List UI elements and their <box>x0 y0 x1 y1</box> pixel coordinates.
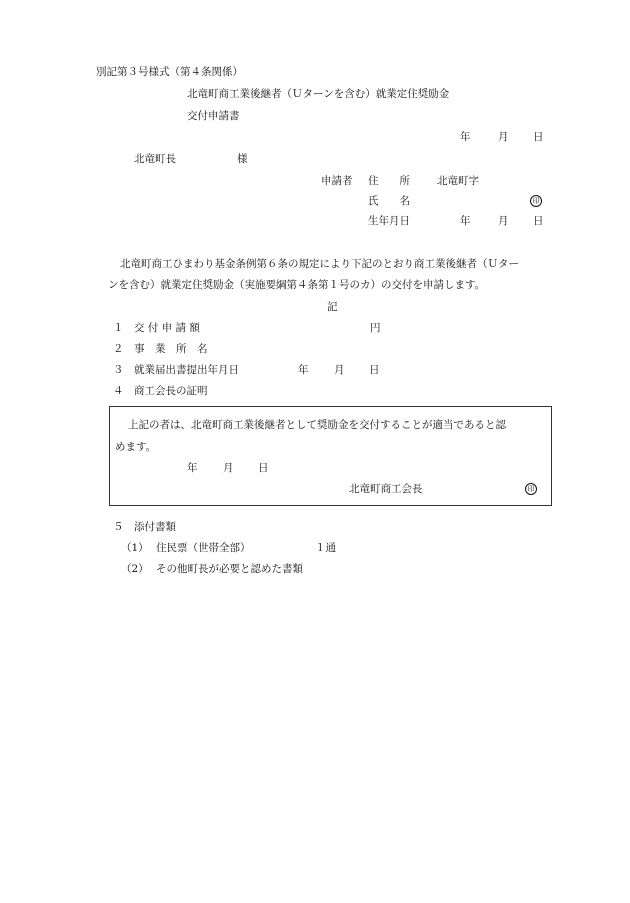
item3-number: ３ <box>113 364 124 376</box>
seal-mark: 印 <box>525 483 537 495</box>
addressee-name: 北竜町長 <box>134 153 176 165</box>
item3-label: 就業届出書提出年月日 <box>134 364 239 376</box>
attachment1-qty: １通 <box>315 542 336 554</box>
form-number: 別記第３号様式（第４条関係） <box>96 66 243 78</box>
item1-label: 交 付 申 請 額 <box>134 322 200 334</box>
certificate-day: 日 <box>258 462 269 474</box>
item5-label: 添付書類 <box>134 521 176 533</box>
body-line2: ンを含む）就業定住奨励金（実施要綱第４条第１号のカ）の交付を申請します。 <box>108 279 486 291</box>
attachment1-label: 住民票（世帯全部） <box>156 542 251 554</box>
body-line1: 北竜町商工ひまわり基金条例第６条の規定により下記のとおり商工業後継者（Ｕター <box>120 258 519 270</box>
dob-label: 生年月日 <box>368 215 410 227</box>
ki-heading: 記 <box>327 301 338 313</box>
certificate-line1: 上記の者は、北竜町商工業後継者として奨励金を交付することが適当であると認 <box>128 419 506 431</box>
address-label: 住 所 <box>368 175 410 187</box>
certificate-line2: めます。 <box>115 441 157 453</box>
form-title-line2: 交付申請書 <box>187 110 240 122</box>
item3-month: 月 <box>334 364 345 376</box>
date-month: 月 <box>498 131 509 143</box>
certificate-year: 年 <box>187 462 198 474</box>
dob-year: 年 <box>460 215 471 227</box>
address-value: 北竜町字 <box>437 175 479 187</box>
item1-number: １ <box>113 322 124 334</box>
certificate-box <box>109 406 552 506</box>
attachment2-label: その他町長が必要と認めた書類 <box>156 563 303 575</box>
dob-month: 月 <box>498 215 509 227</box>
item3-year: 年 <box>298 364 309 376</box>
item4-label: 商工会長の証明 <box>134 385 208 397</box>
seal-mark: 印 <box>530 195 542 207</box>
certificate-month: 月 <box>223 462 234 474</box>
dob-day: 日 <box>533 215 544 227</box>
date-day: 日 <box>533 131 544 143</box>
applicant-label: 申請者 <box>321 175 353 187</box>
attachment1-number: （1） <box>121 542 149 554</box>
form-title-line1: 北竜町商工業後継者（Ｕターンを含む）就業定住奨励金 <box>187 88 450 100</box>
certificate-signer: 北竜町商工会長 <box>349 483 423 495</box>
item5-number: ５ <box>113 521 124 533</box>
item4-number: ４ <box>113 385 124 397</box>
applicant-seal <box>530 195 542 207</box>
addressee-honorific: 様 <box>237 153 248 165</box>
item2-label: 事 業 所 名 <box>134 343 208 355</box>
item3-day: 日 <box>369 364 380 376</box>
item1-unit: 円 <box>370 322 381 334</box>
item2-number: ２ <box>113 343 124 355</box>
date-year: 年 <box>460 131 471 143</box>
name-label: 氏 名 <box>368 195 410 207</box>
attachment2-number: （2） <box>121 563 149 575</box>
certificate-seal <box>525 483 537 495</box>
